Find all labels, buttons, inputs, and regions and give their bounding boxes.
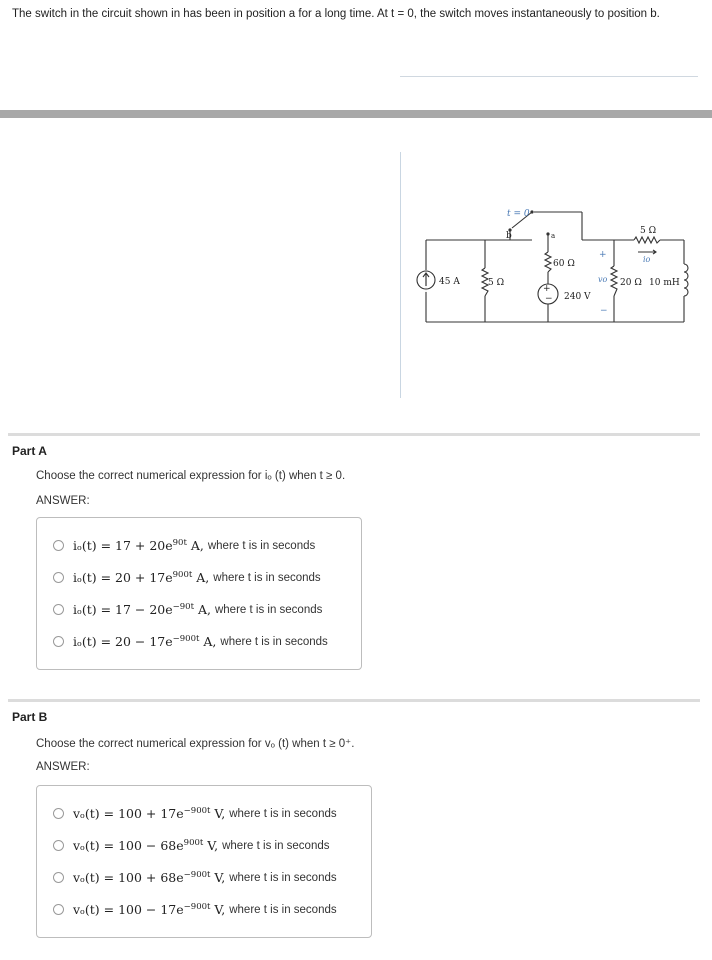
resistor-20-label: 20 Ω (620, 278, 642, 288)
resistor-5-label: 5 Ω (488, 278, 505, 288)
option-suffix: where t is in seconds (229, 871, 337, 884)
part-a-divider (8, 433, 700, 436)
part-a-option-2[interactable] (53, 570, 321, 585)
option-suffix: where t is in seconds (222, 839, 330, 852)
part-a-option-1[interactable] (53, 538, 315, 553)
io-label: io (643, 255, 651, 264)
option-suffix: where t is in seconds (229, 903, 337, 916)
radio-button[interactable] (53, 808, 64, 819)
switch-pos-b: b (506, 231, 512, 241)
option-expression: $i_o(t) = 20 + 17e^{900t}$ A, (73, 570, 210, 586)
part-a-option-4[interactable] (53, 634, 328, 649)
vo-label: vo (598, 275, 608, 284)
radio-button[interactable] (53, 604, 64, 615)
section-divider-bar (0, 110, 712, 118)
switch-time-label: t = 0 (507, 209, 530, 219)
radio-button[interactable] (53, 904, 64, 915)
option-expression: $v_o(t) = 100 + 68e^{-900t}$ V, (73, 870, 226, 886)
circuit-diagram (412, 200, 692, 328)
part-b-option-1[interactable] (53, 806, 337, 821)
option-expression: $i_o(t) = 20 - 17e^{-900t}$ A, (73, 634, 217, 650)
option-expression: $v_o(t) = 100 - 68e^{900t}$ V, (73, 838, 219, 854)
option-expression: $v_o(t) = 100 - 17e^{-900t}$ V, (73, 902, 226, 918)
resistor-60-label: 60 Ω (553, 259, 575, 269)
figure-frame-line (400, 152, 401, 398)
radio-button[interactable] (53, 540, 64, 551)
option-expression: $v_o(t) = 100 + 17e^{-900t}$ V, (73, 806, 226, 822)
option-expression: $i_o(t) = 17 + 20e^{90t}$ A, (73, 538, 204, 554)
part-a-option-3[interactable] (53, 602, 322, 617)
option-suffix: where t is in seconds (214, 603, 323, 616)
option-suffix: where t is in seconds (213, 571, 321, 584)
vo-plus: + (599, 250, 607, 260)
divider (400, 76, 698, 77)
part-b-answer-label: ANSWER: (36, 761, 90, 773)
switch-pos-a: a (551, 232, 556, 240)
option-suffix: where t is in seconds (207, 539, 316, 552)
voltage-source-label: 240 V (564, 292, 591, 302)
inductor-label: 10 mH (649, 278, 680, 288)
part-b-option-3[interactable] (53, 870, 337, 885)
option-suffix: where t is in seconds (220, 635, 328, 648)
part-b-option-4[interactable] (53, 902, 337, 917)
part-b-option-2[interactable] (53, 838, 330, 853)
radio-button[interactable] (53, 872, 64, 883)
source-plus: + (543, 284, 551, 294)
vo-minus: − (600, 306, 608, 316)
resistor-series-label: 5 Ω (640, 226, 657, 236)
part-a-answer-box (36, 517, 362, 670)
part-b-divider (8, 699, 700, 702)
radio-button[interactable] (53, 636, 64, 647)
part-a-question: Choose the correct numerical expression for iₒ (t) when t ≥ 0. (36, 470, 346, 482)
problem-statement: The switch in the circuit shown in has been in position a for a long time. At t = 0, the switch moves instantaneously to position b. (12, 8, 660, 20)
part-a-answer-label: ANSWER: (36, 495, 90, 507)
part-b-question: Choose the correct numerical expression for vₒ (t) when t ≥ 0⁺. (36, 738, 355, 750)
option-expression: $i_o(t) = 17 - 20e^{-90t}$ A, (73, 602, 211, 618)
source-minus: − (545, 294, 553, 304)
radio-button[interactable] (53, 840, 64, 851)
part-b-title: Part B (12, 710, 48, 724)
part-b-answer-box (36, 785, 372, 938)
radio-button[interactable] (53, 572, 64, 583)
part-a-title: Part A (12, 444, 47, 458)
option-suffix: where t is in seconds (229, 807, 337, 820)
current-source-label: 45 A (439, 277, 460, 287)
